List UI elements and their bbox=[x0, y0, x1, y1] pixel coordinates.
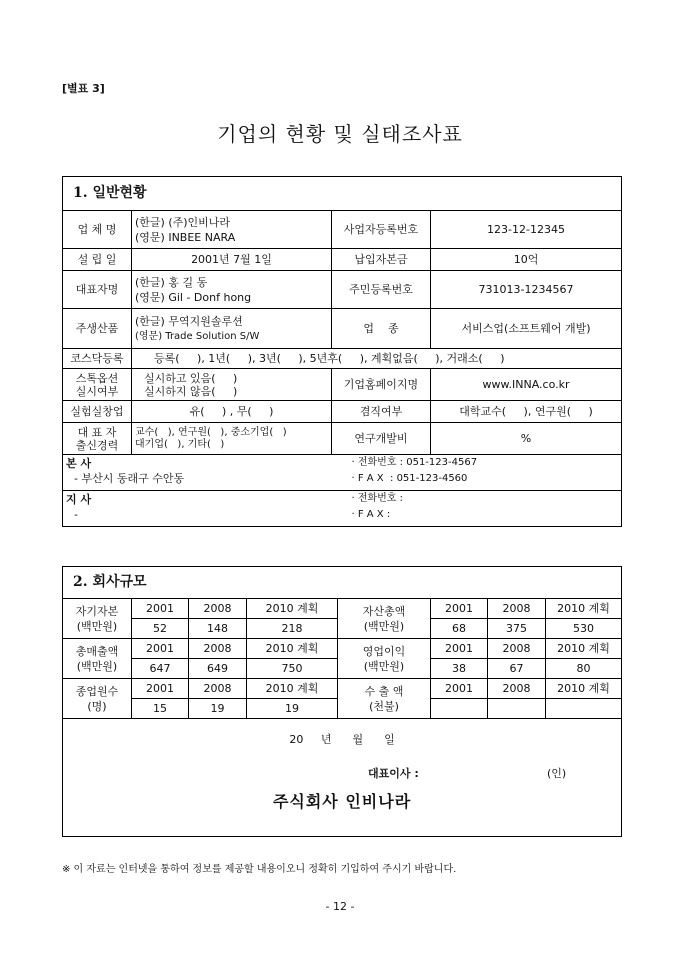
signature-block bbox=[63, 719, 622, 837]
year-header: 2008 bbox=[488, 599, 546, 619]
ceo-name-kor: (한글) 홍 길 동 bbox=[135, 275, 208, 289]
rnd-label: 연구개발비 bbox=[332, 423, 431, 455]
ceo-name-label: 대표자명 bbox=[63, 271, 132, 309]
company-scale-table bbox=[62, 566, 622, 837]
assets-value: 530 bbox=[546, 619, 622, 639]
employees-value: 19 bbox=[189, 699, 247, 719]
year-header: 2008 bbox=[488, 639, 546, 659]
exports-label-line1: 수 출 액 bbox=[364, 684, 404, 698]
industry-value: 서비스업(소프트웨어 개발) bbox=[431, 309, 622, 349]
op-profit-label-line2: (백만원) bbox=[363, 659, 405, 673]
ceo-career-label-line2: 출신경력 bbox=[75, 438, 119, 452]
kosdaq-options: 등록( ), 1년( ), 3년( ), 5년후( ), 계획없음( ), 거래소( ) bbox=[132, 349, 622, 369]
op-profit-value: 38 bbox=[431, 659, 488, 679]
stock-option-yes: 실시하고 있음( ) bbox=[144, 371, 238, 385]
sales-value: 750 bbox=[247, 659, 338, 679]
concurrent-value: 대학교수( ), 연구원( ) bbox=[431, 401, 622, 423]
year-header: 2001 bbox=[431, 599, 488, 619]
exports-label-line2: (천불) bbox=[369, 699, 399, 713]
branch-fax: · F A X : bbox=[351, 509, 391, 520]
date-line: 20 년 월 일 bbox=[289, 733, 395, 746]
section-general-title: 1. 일반현황 bbox=[63, 177, 622, 211]
equity-value: 218 bbox=[247, 619, 338, 639]
industry-label: 업 종 bbox=[332, 309, 431, 349]
resident-no-label: 주민등록번호 bbox=[332, 271, 431, 309]
capital-label: 납입자본금 bbox=[332, 249, 431, 271]
employees-value: 19 bbox=[247, 699, 338, 719]
ceo-career-line1: 교수( ), 연구원( ), 중소기업( ) bbox=[135, 426, 287, 438]
year-header: 2010 계획 bbox=[546, 599, 622, 619]
annex-label: [별표 3] bbox=[62, 82, 105, 95]
employees-label-line1: 종업원수 bbox=[75, 684, 119, 698]
year-header: 2008 bbox=[189, 599, 247, 619]
hq-phone: · 전화번호 : 051-123-4567 bbox=[351, 457, 478, 468]
year-header: 2010 계획 bbox=[247, 639, 338, 659]
kosdaq-label: 코스닥등록 bbox=[63, 349, 132, 369]
lab-startup-value: 유( ) , 무( ) bbox=[132, 401, 332, 423]
exports-value bbox=[431, 699, 488, 719]
seal-mark: (인) bbox=[547, 767, 567, 780]
section-scale-title: 2. 회사규모 bbox=[63, 567, 622, 599]
equity-value: 148 bbox=[189, 619, 247, 639]
company-name-kor: (한글) (주)인비나라 bbox=[135, 215, 231, 229]
capital-value: 10억 bbox=[431, 249, 622, 271]
exports-value bbox=[546, 699, 622, 719]
stock-option-no: 실시하지 않음( ) bbox=[144, 384, 238, 398]
page-number: - 12 - bbox=[325, 900, 355, 913]
year-header: 2008 bbox=[189, 679, 247, 699]
year-header: 2010 계획 bbox=[247, 679, 338, 699]
main-product-eng: (영문) Trade Solution S/W bbox=[135, 330, 260, 342]
lab-startup-label: 실험실창업 bbox=[63, 401, 132, 423]
general-status-table bbox=[62, 176, 622, 527]
ceo-name-eng: (영문) Gil - Donf hong bbox=[135, 290, 252, 304]
ceo-career-label-line1: 대 표 자 bbox=[77, 425, 117, 439]
biz-reg-no-label: 사업자등록번호 bbox=[332, 211, 431, 249]
year-header: 2008 bbox=[189, 639, 247, 659]
homepage-label: 기업홈페이지명 bbox=[332, 369, 431, 401]
founded-label: 설 립 일 bbox=[63, 249, 132, 271]
equity-label-line2: (백만원) bbox=[76, 619, 118, 633]
assets-value: 375 bbox=[488, 619, 546, 639]
stock-option-label-line1: 스톡옵션 bbox=[75, 371, 119, 385]
year-header: 2010 계획 bbox=[247, 599, 338, 619]
assets-label-line2: (백만원) bbox=[363, 619, 405, 633]
op-profit-value: 80 bbox=[546, 659, 622, 679]
company-name-eng: (영문) INBEE NARA bbox=[135, 230, 236, 244]
hq-address: - 부산시 동래구 수안동 bbox=[74, 472, 185, 485]
assets-value: 68 bbox=[431, 619, 488, 639]
year-header: 2001 bbox=[132, 639, 189, 659]
hq-fax: · F A X : 051-123-4560 bbox=[351, 473, 468, 484]
concurrent-label: 겸직여부 bbox=[332, 401, 431, 423]
biz-reg-no-value: 123-12-12345 bbox=[431, 211, 622, 249]
exports-value bbox=[488, 699, 546, 719]
op-profit-label-line1: 영업이익 bbox=[362, 644, 406, 658]
year-header: 2008 bbox=[488, 679, 546, 699]
resident-no-value: 731013-1234567 bbox=[431, 271, 622, 309]
homepage-value: www.INNA.co.kr bbox=[431, 369, 622, 401]
company-signature-name: 주식회사 인비나라 bbox=[272, 792, 412, 811]
sales-label-line2: (백만원) bbox=[76, 659, 118, 673]
employees-value: 15 bbox=[132, 699, 189, 719]
stock-option-label-line2: 실시여부 bbox=[75, 384, 119, 398]
footnote: ※ 이 자료는 인터넷을 통하여 정보를 제공할 내용이오니 정확히 기입하여 주시기 바랍니다. bbox=[62, 864, 457, 875]
year-header: 2001 bbox=[431, 679, 488, 699]
equity-value: 52 bbox=[132, 619, 189, 639]
branch-phone: · 전화번호 : bbox=[351, 493, 404, 504]
year-header: 2010 계획 bbox=[546, 639, 622, 659]
main-product-kor: (한글) 무역지원솔루션 bbox=[135, 314, 243, 328]
year-header: 2001 bbox=[132, 679, 189, 699]
rnd-value: % bbox=[431, 423, 622, 455]
sales-value: 649 bbox=[189, 659, 247, 679]
sales-label-line1: 총매출액 bbox=[75, 644, 119, 658]
branch-label: 지 사 bbox=[66, 493, 92, 506]
page-title: 기업의 현황 및 실태조사표 bbox=[217, 122, 463, 146]
employees-label-line2: (명) bbox=[87, 699, 107, 713]
founded-value: 2001년 7월 1일 bbox=[132, 249, 332, 271]
main-product-label: 주생산품 bbox=[63, 309, 132, 349]
branch-address: - bbox=[74, 508, 78, 521]
equity-label-line1: 자기자본 bbox=[75, 604, 119, 618]
sales-value: 647 bbox=[132, 659, 189, 679]
hq-label: 본 사 bbox=[66, 457, 92, 470]
year-header: 2001 bbox=[431, 639, 488, 659]
year-header: 2001 bbox=[132, 599, 189, 619]
year-header: 2010 계획 bbox=[546, 679, 622, 699]
op-profit-value: 67 bbox=[488, 659, 546, 679]
assets-label-line1: 자산총액 bbox=[362, 604, 406, 618]
ceo-signature-label: 대표이사 : bbox=[368, 767, 419, 780]
ceo-career-line2: 대기업( ), 기타( ) bbox=[135, 438, 225, 450]
company-name-label: 업 체 명 bbox=[63, 211, 132, 249]
